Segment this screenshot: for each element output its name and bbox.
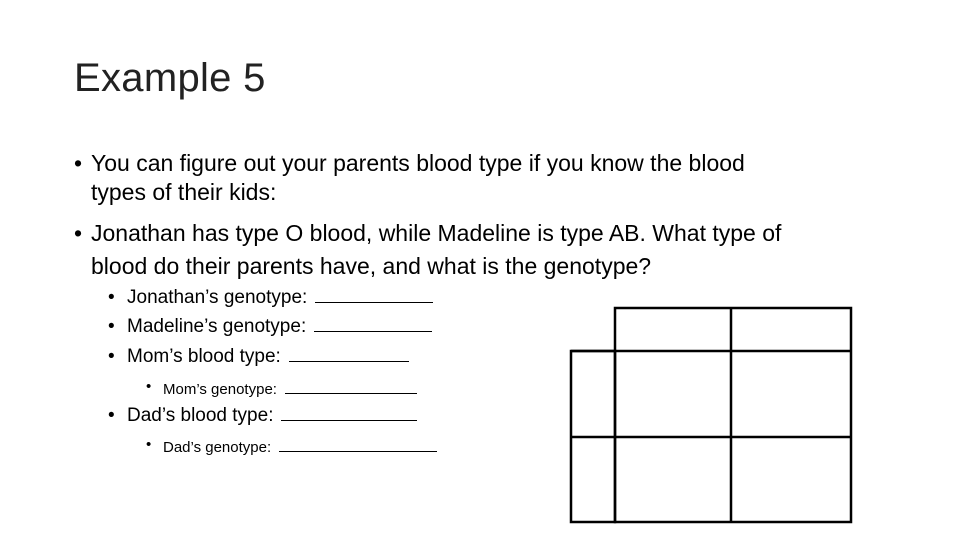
bullet-text-line: types of their kids:	[91, 179, 277, 205]
bullet-text-line: You can figure out your parents blood type if you know the blood	[91, 150, 745, 176]
question-label: Jonathan’s genotype:	[127, 287, 308, 308]
punnett-outer-box	[615, 308, 851, 522]
bullet-text-line: blood do their parents have, and what is the genotype?	[91, 253, 652, 279]
page-title: Example 5	[74, 56, 266, 100]
question-label: Dad’s genotype:	[163, 439, 272, 456]
bullet-dot-icon: •	[74, 220, 83, 246]
bullet-dot-icon: •	[74, 150, 83, 176]
question-label: Mom’s genotype:	[163, 381, 277, 398]
bullet-text-line: Jonathan has type O blood, while Madeline is type AB. What type of	[91, 220, 782, 246]
bullet-dot-icon: •	[108, 405, 115, 426]
question-label: Dad’s blood type:	[127, 405, 274, 426]
question-label: Madeline’s genotype:	[127, 316, 307, 337]
question-label: Mom’s blood type:	[127, 346, 281, 367]
bullet-dot-icon: •	[108, 346, 115, 367]
bullet-dot-icon: •	[146, 378, 152, 395]
bullet-dot-icon: •	[146, 436, 152, 453]
bullet-dot-icon: •	[108, 287, 115, 308]
bullet-dot-icon: •	[108, 316, 115, 337]
